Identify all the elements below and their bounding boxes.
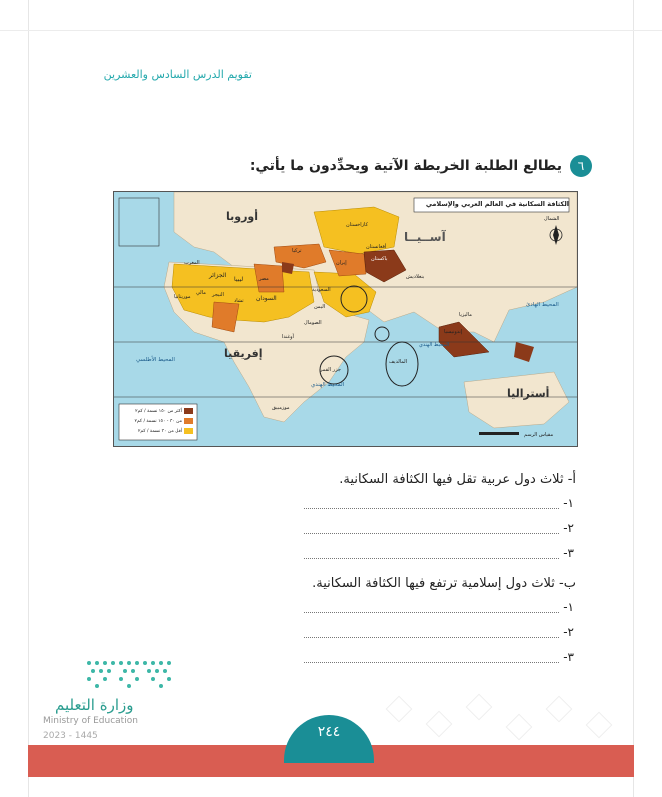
- label-yemen: اليمن: [314, 304, 326, 310]
- label-pacific-ocean: المحيط الهادئ: [526, 302, 559, 308]
- label-afghanistan: أفغانستان: [366, 244, 387, 250]
- top-margin-line: [0, 30, 662, 31]
- label-morocco: المغرب: [184, 260, 200, 266]
- answer-line[interactable]: [304, 652, 559, 663]
- label-turkey: تركيا: [292, 248, 302, 254]
- label-asia: آســيــا: [404, 230, 446, 244]
- part-a-answer-1[interactable]: [304, 496, 574, 510]
- part-b-answer-2[interactable]: [304, 625, 574, 639]
- answer-number: ٢-: [563, 521, 574, 535]
- ministry-name-ar: وزارة التعليم: [55, 696, 134, 714]
- north-label: الشمال: [544, 216, 560, 222]
- label-sudan: السودان: [256, 295, 277, 302]
- answer-line[interactable]: [304, 548, 559, 559]
- question-heading: [250, 155, 592, 177]
- part-b-answer-1[interactable]: [304, 600, 574, 614]
- question-number-badge: ٦: [570, 155, 592, 177]
- answer-line[interactable]: [304, 602, 559, 613]
- label-indonesia: إندونيسيا: [444, 329, 463, 335]
- part-b-answer-3[interactable]: [304, 650, 574, 664]
- ministry-name-en: Ministry of Education: [43, 716, 138, 726]
- answer-number: ٣-: [563, 546, 574, 560]
- label-bangladesh: بنغلاديش: [406, 274, 425, 280]
- label-africa: إفريقيا: [224, 347, 263, 360]
- label-chad: تشاد: [234, 298, 244, 304]
- label-indian-ocean: المحيط الهندي: [311, 382, 345, 388]
- label-atlantic-ocean: المحيط الأطلسي: [136, 357, 175, 363]
- legend-medium: من ٣٠ - ١٥٠ نسمة / كم٢: [134, 419, 182, 424]
- label-australia: أستراليا: [507, 387, 550, 400]
- label-indian-ocean-small: المحيط الهندي: [419, 342, 450, 348]
- label-iran: إيران: [336, 260, 347, 266]
- answer-number: ١-: [563, 600, 574, 614]
- answer-line[interactable]: [304, 627, 559, 638]
- answer-number: ٢-: [563, 625, 574, 639]
- label-egypt: مصر: [259, 276, 269, 282]
- question-title: يطالع الطلبة الخريطة الآتية ويحدِّدون ما يأتي:: [249, 158, 562, 174]
- part-b-prompt: ب- ثلاث دول إسلامية ترتفع فيها الكثافة السكانية.: [312, 576, 576, 591]
- label-europe: أوروبا: [226, 210, 259, 223]
- label-pakistan: باكستان: [371, 256, 388, 262]
- label-kazakhstan: كازاخستان: [346, 222, 368, 228]
- left-margin-line: [28, 0, 29, 797]
- decorative-pattern: [380, 690, 630, 745]
- label-mali: مالي: [196, 290, 206, 296]
- right-margin-line: [633, 0, 634, 797]
- label-comoros: جزر القمر: [320, 367, 341, 373]
- label-libya: ليبيا: [234, 276, 244, 283]
- scale-label: مقياس الرسم: [524, 432, 554, 438]
- label-algeria: الجزائر: [209, 272, 227, 279]
- answer-number: ٣-: [563, 650, 574, 664]
- label-niger: النيجر: [212, 292, 224, 298]
- population-density-map: [113, 191, 578, 447]
- edition-year: 2023 - 1445: [43, 731, 98, 741]
- page-number: ٢٤٤: [284, 715, 374, 763]
- label-mozambique: موزمبيق: [272, 405, 290, 411]
- map-canvas: [114, 192, 577, 446]
- legend-low: أقل من ٣٠ نسمة / كم٢: [137, 429, 182, 434]
- label-mauritania: موريتانيا: [174, 294, 191, 300]
- part-a-answer-3[interactable]: [304, 546, 574, 560]
- label-malaysia: ماليزيا: [459, 312, 472, 318]
- answer-number: ١-: [563, 496, 574, 510]
- label-maldives: المالديف: [389, 359, 408, 365]
- answer-line[interactable]: [304, 523, 559, 534]
- label-somalia: الصومال: [304, 320, 322, 326]
- legend-high: أكثر من ١٥٠ نسمة / كم٢: [135, 409, 182, 414]
- part-a-answer-2[interactable]: [304, 521, 574, 535]
- map-title: الكثافة السكانية في العالم العربي والإسلامي: [425, 200, 569, 208]
- answer-line[interactable]: [304, 498, 559, 509]
- lesson-header: تقويم الدرس السادس والعشرين: [103, 68, 252, 81]
- part-a-prompt: أ- ثلاث دول عربية تقل فيها الكثافة السكانية.: [339, 472, 576, 487]
- label-saudi: السعودية: [312, 287, 331, 293]
- ministry-logo-icon: [84, 658, 174, 690]
- label-uganda: أوغندا: [282, 334, 294, 340]
